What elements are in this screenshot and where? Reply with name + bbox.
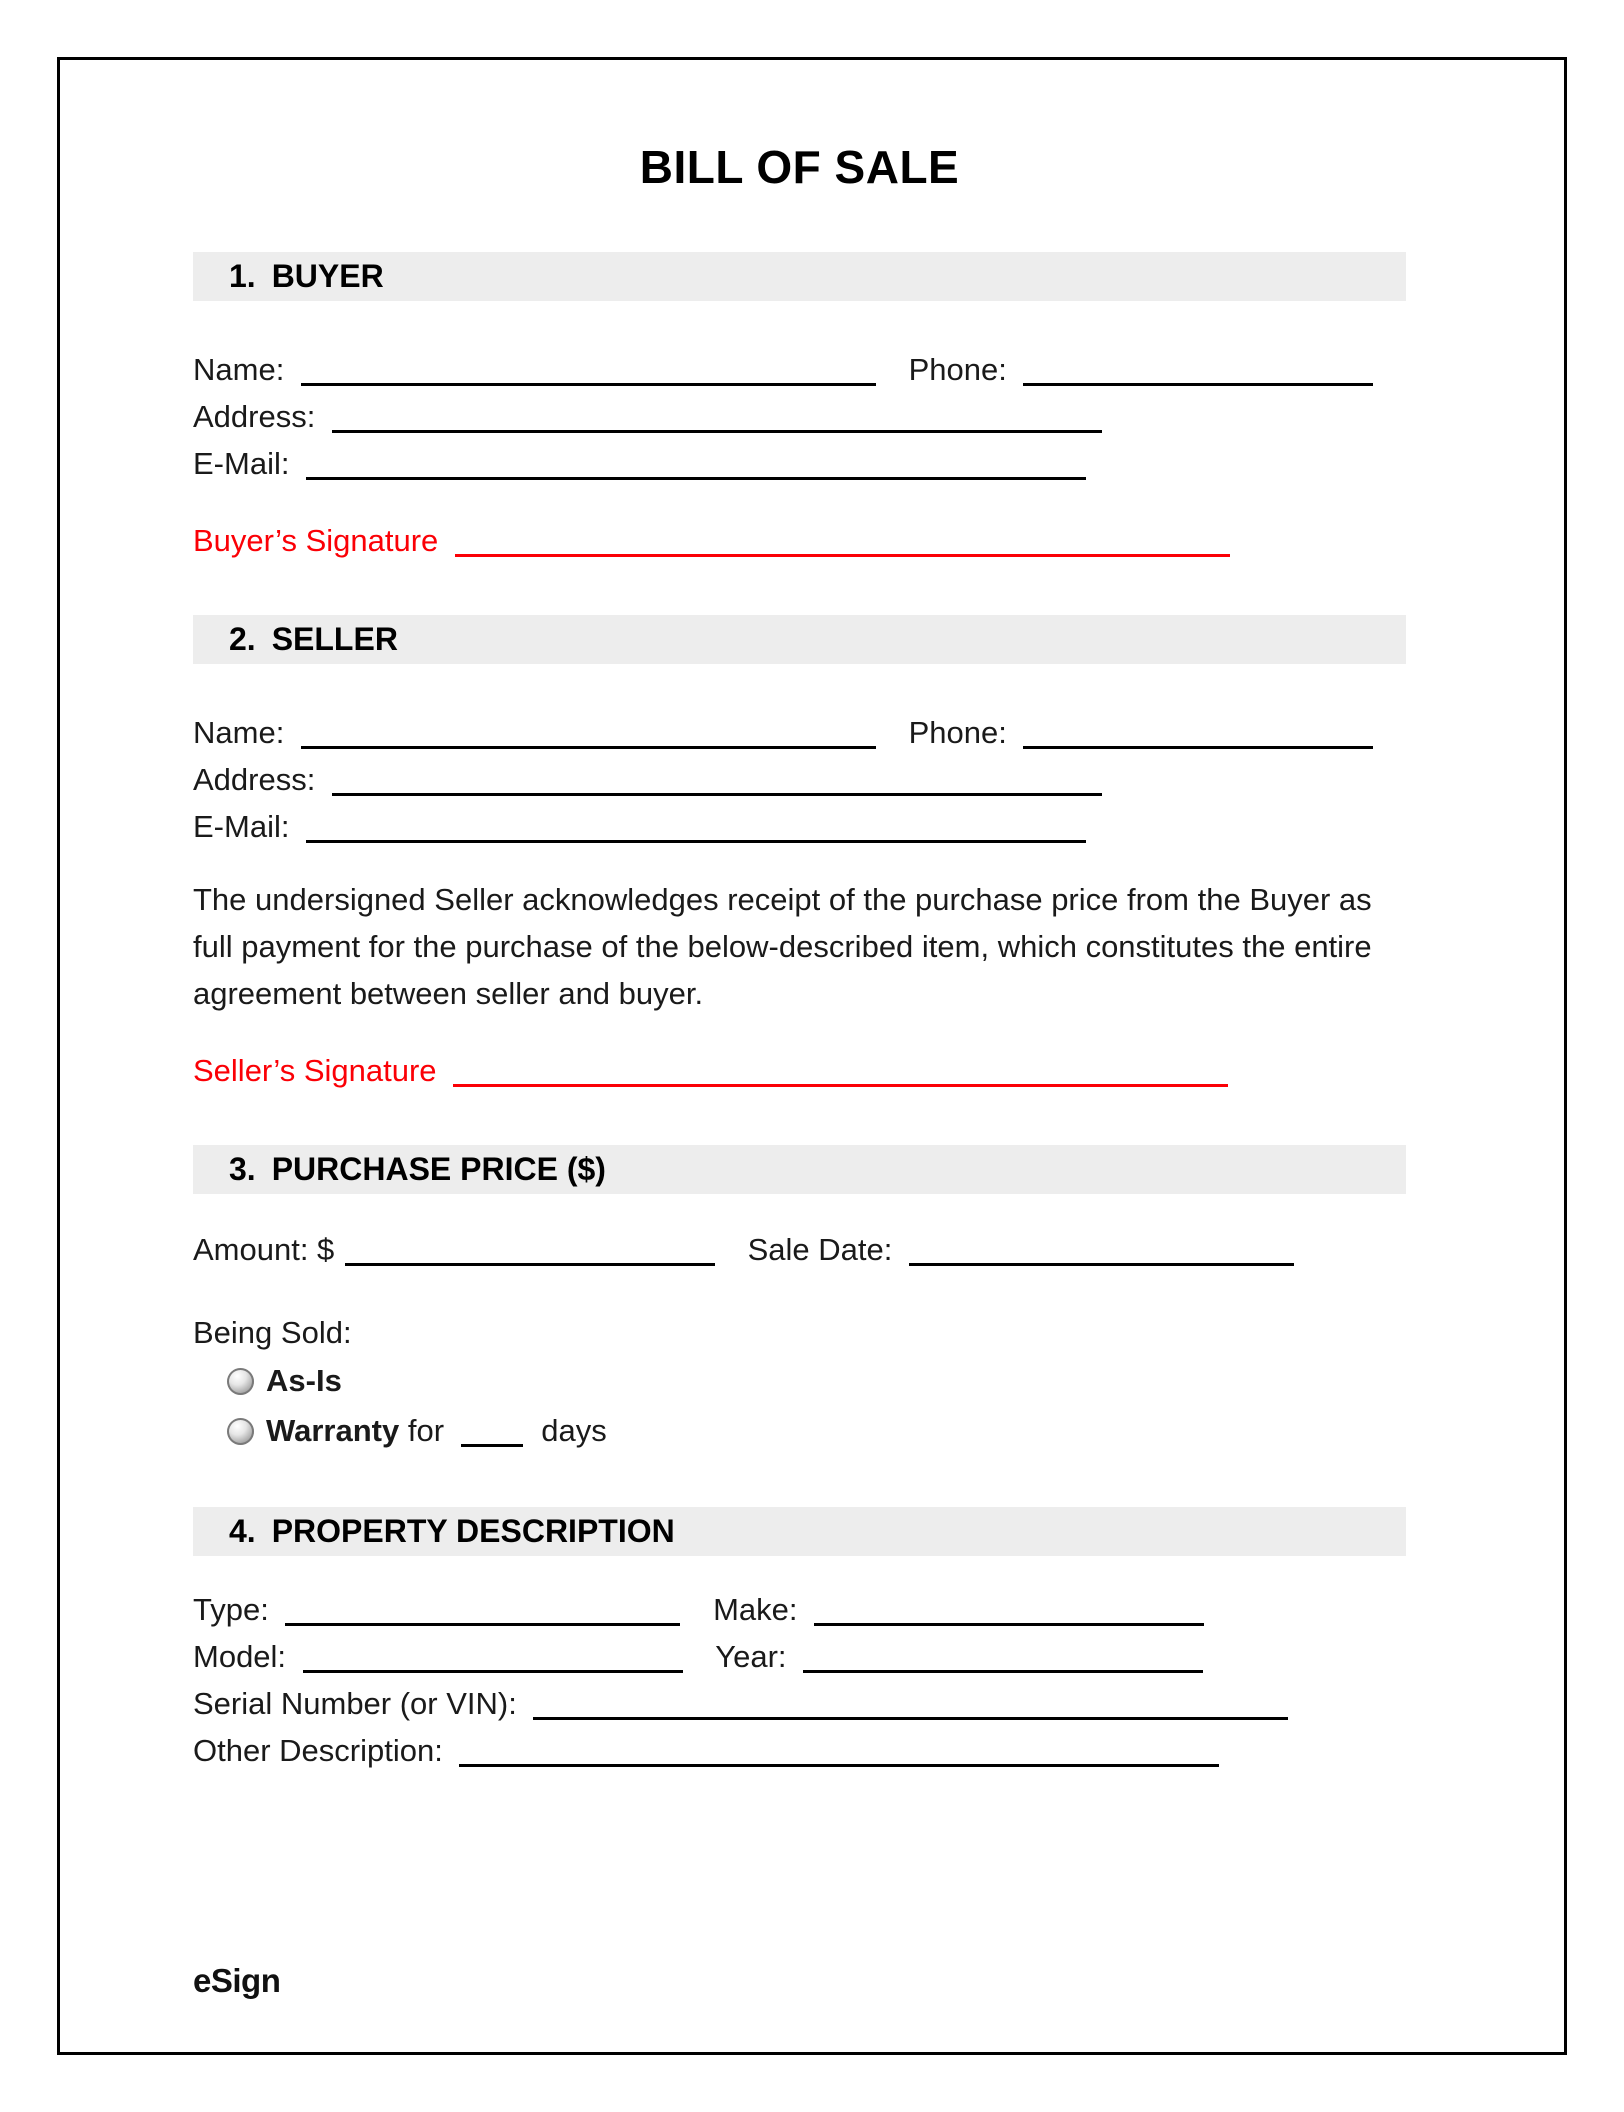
serial-blank[interactable] <box>533 1710 1288 1720</box>
buyer-signature-row <box>193 517 1406 564</box>
section-seller-number: 2. <box>229 621 256 657</box>
model-label: Model: <box>193 1639 287 1674</box>
being-sold-label: Being Sold: <box>193 1315 352 1350</box>
type-blank[interactable] <box>285 1616 680 1626</box>
seller-name-blank[interactable] <box>301 739 876 749</box>
being-sold-label-row <box>193 1309 1406 1356</box>
model-blank[interactable] <box>303 1663 683 1673</box>
seller-address-row <box>193 756 1406 803</box>
year-blank[interactable] <box>803 1663 1203 1673</box>
buyer-name-row <box>193 346 1406 393</box>
warranty-radio[interactable] <box>227 1418 254 1445</box>
seller-signature-label: Seller’s Signature <box>193 1053 437 1088</box>
as-is-option-row <box>193 1356 1406 1406</box>
amount-blank[interactable] <box>345 1256 715 1266</box>
serial-row <box>193 1680 1406 1727</box>
seller-signature-blank[interactable] <box>453 1077 1228 1087</box>
buyer-address-label: Address: <box>193 399 316 434</box>
buyer-address-blank[interactable] <box>332 423 1102 433</box>
seller-fields <box>193 709 1406 850</box>
type-label: Type: <box>193 1592 269 1627</box>
section-buyer-header <box>193 252 1406 301</box>
seller-signature-row <box>193 1047 1406 1094</box>
section-buyer-title: BUYER <box>271 258 384 294</box>
other-description-label: Other Description: <box>193 1733 443 1768</box>
warranty-pre-text: for <box>407 1413 445 1448</box>
buyer-phone-blank[interactable] <box>1023 376 1373 386</box>
buyer-email-blank[interactable] <box>306 470 1086 480</box>
amount-label: Amount: $ <box>193 1232 335 1267</box>
as-is-radio[interactable] <box>227 1368 254 1395</box>
section-property-header <box>193 1507 1406 1556</box>
buyer-signature-label: Buyer’s Signature <box>193 523 439 558</box>
make-label: Make: <box>713 1592 798 1627</box>
buyer-address-row <box>193 393 1406 440</box>
section-price-number: 3. <box>229 1151 256 1187</box>
sale-date-blank[interactable] <box>909 1256 1294 1266</box>
type-make-row <box>193 1586 1406 1633</box>
section-seller-header <box>193 615 1406 664</box>
buyer-signature-blank[interactable] <box>455 547 1230 557</box>
buyer-email-label: E-Mail: <box>193 446 290 481</box>
document-title: BILL OF SALE <box>639 141 960 193</box>
make-blank[interactable] <box>814 1616 1204 1626</box>
serial-label: Serial Number (or VIN): <box>193 1686 517 1721</box>
buyer-name-blank[interactable] <box>301 376 876 386</box>
section-buyer-number: 1. <box>229 258 256 294</box>
buyer-email-row <box>193 440 1406 487</box>
buyer-name-label: Name: <box>193 352 285 387</box>
seller-phone-blank[interactable] <box>1023 739 1373 749</box>
as-is-label: As-Is <box>266 1363 342 1398</box>
seller-name-row <box>193 709 1406 756</box>
seller-email-label: E-Mail: <box>193 809 290 844</box>
seller-address-blank[interactable] <box>332 786 1102 796</box>
model-year-row <box>193 1633 1406 1680</box>
seller-acknowledgment-paragraph: The undersigned Seller acknowledges receipt of the purchase price from the Buyer as full payment for the purchase of the below-described item, which constitutes the entire agreement between seller and buyer. <box>193 882 1372 1011</box>
sale-date-label: Sale Date: <box>747 1232 893 1267</box>
warranty-option-row <box>193 1406 1406 1456</box>
warranty-post-text: days <box>541 1413 607 1448</box>
document-sheet <box>57 57 1567 2055</box>
esign-logo: eSign <box>193 1962 281 1999</box>
buyer-fields <box>193 346 1406 487</box>
other-description-blank[interactable] <box>459 1757 1219 1767</box>
seller-name-label: Name: <box>193 715 285 750</box>
seller-email-row <box>193 803 1406 850</box>
property-fields <box>193 1586 1406 1774</box>
warranty-days-blank[interactable] <box>461 1437 523 1447</box>
seller-address-label: Address: <box>193 762 316 797</box>
seller-phone-label: Phone: <box>908 715 1007 750</box>
section-seller-title: SELLER <box>271 621 398 657</box>
year-label: Year: <box>715 1639 787 1674</box>
seller-email-blank[interactable] <box>306 833 1086 843</box>
document-content <box>60 60 1564 1774</box>
buyer-phone-label: Phone: <box>908 352 1007 387</box>
section-price-title: PURCHASE PRICE ($) <box>271 1151 606 1187</box>
warranty-label: Warranty <box>266 1413 400 1448</box>
section-property-title: PROPERTY DESCRIPTION <box>271 1513 675 1549</box>
section-property-number: 4. <box>229 1513 256 1549</box>
being-sold-block <box>193 1309 1406 1456</box>
amount-row <box>193 1226 1406 1273</box>
section-price-header <box>193 1145 1406 1194</box>
other-description-row <box>193 1727 1406 1774</box>
